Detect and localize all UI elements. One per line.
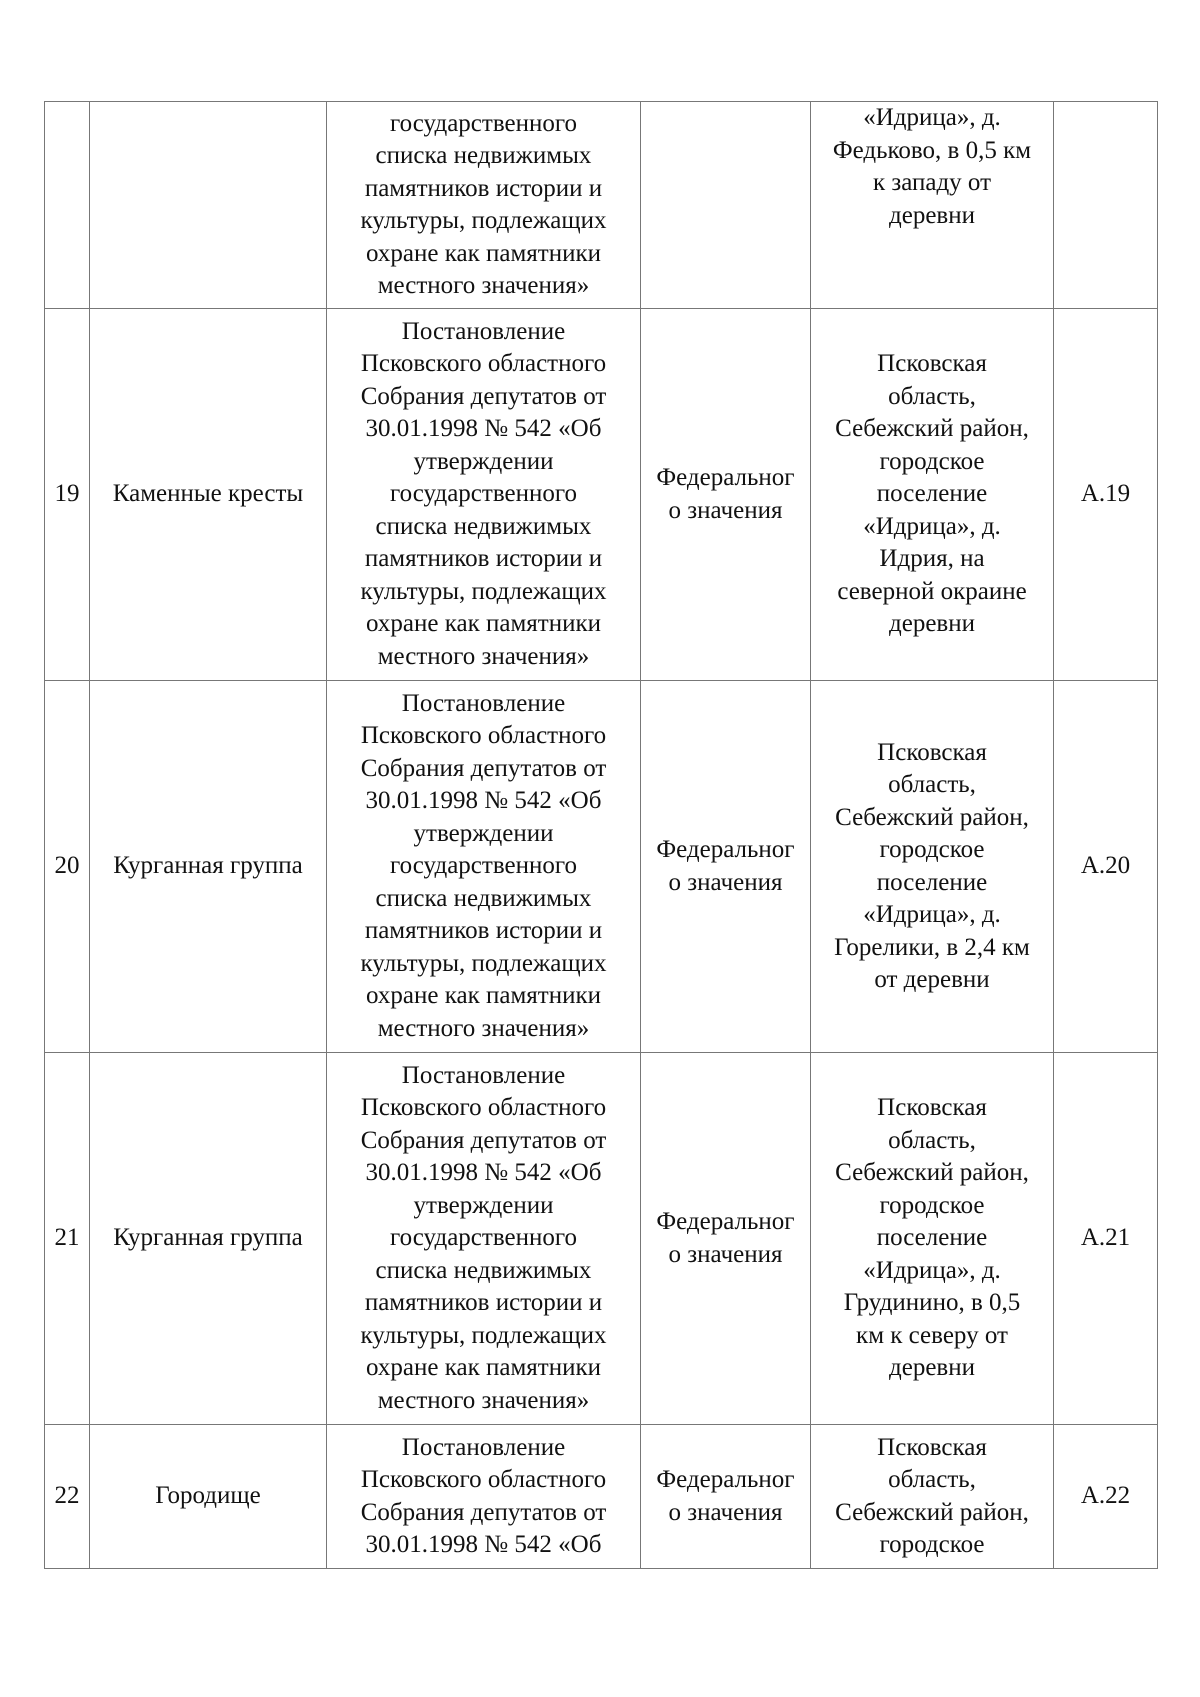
site-name-cell: Городище [90,1425,327,1569]
significance-cell: Федеральног о значения [641,681,811,1053]
significance-cell: Федеральног о значения [641,1425,811,1569]
document-cell: государственного списка недвижимых памятников истории и культуры, подлежащих охране как памятники местного значения» [327,102,641,309]
location-cell: Псковская область, Себежский район, городское поселение «Идрица», д. Горелики, в 2,4 км от деревни [811,681,1054,1053]
row-number-cell: 21 [45,1053,90,1425]
code-cell: А.22 [1054,1425,1158,1569]
site-name-cell: Курганная группа [90,681,327,1053]
code-cell: А.21 [1054,1053,1158,1425]
location-cell: Псковская область, Себежский район, городское поселение «Идрица», д. Идрия, на северной окраине деревни [811,309,1054,681]
table-row [45,1053,1158,1425]
document-cell: Постановление Псковского областного Собрания депутатов от 30.01.1998 № 542 «Об [327,1425,641,1569]
document-cell: Постановление Псковского областного Собрания депутатов от 30.01.1998 № 542 «Об утверждении государственного списка недвижимых памятников истории и культуры, подлежащих охране как памятники местного значения» [327,681,641,1053]
site-name-cell [90,102,327,309]
site-name-cell: Курганная группа [90,1053,327,1425]
significance-cell: Федеральног о значения [641,309,811,681]
heritage-sites-table [44,101,1158,1569]
location-cell: «Идрица», д. Федьково, в 0,5 км к западу от деревни [811,102,1054,309]
table-row [45,102,1158,309]
document-cell: Постановление Псковского областного Собрания депутатов от 30.01.1998 № 542 «Об утверждении государственного списка недвижимых памятников истории и культуры, подлежащих охране как памятники местного значения» [327,1053,641,1425]
row-number-cell: 20 [45,681,90,1053]
row-number-cell: 22 [45,1425,90,1569]
table-row [45,1425,1158,1569]
row-number-cell: 19 [45,309,90,681]
site-name-cell: Каменные кресты [90,309,327,681]
table-row [45,309,1158,681]
table-row [45,681,1158,1053]
location-cell: Псковская область, Себежский район, городское [811,1425,1054,1569]
row-number-cell [45,102,90,309]
document-cell: Постановление Псковского областного Собрания депутатов от 30.01.1998 № 542 «Об утверждении государственного списка недвижимых памятников истории и культуры, подлежащих охране как памятники местного значения» [327,309,641,681]
location-cell: Псковская область, Себежский район, городское поселение «Идрица», д. Грудинино, в 0,5 км к северу от деревни [811,1053,1054,1425]
code-cell: А.19 [1054,309,1158,681]
significance-cell [641,102,811,309]
significance-cell: Федеральног о значения [641,1053,811,1425]
code-cell: А.20 [1054,681,1158,1053]
code-cell [1054,102,1158,309]
